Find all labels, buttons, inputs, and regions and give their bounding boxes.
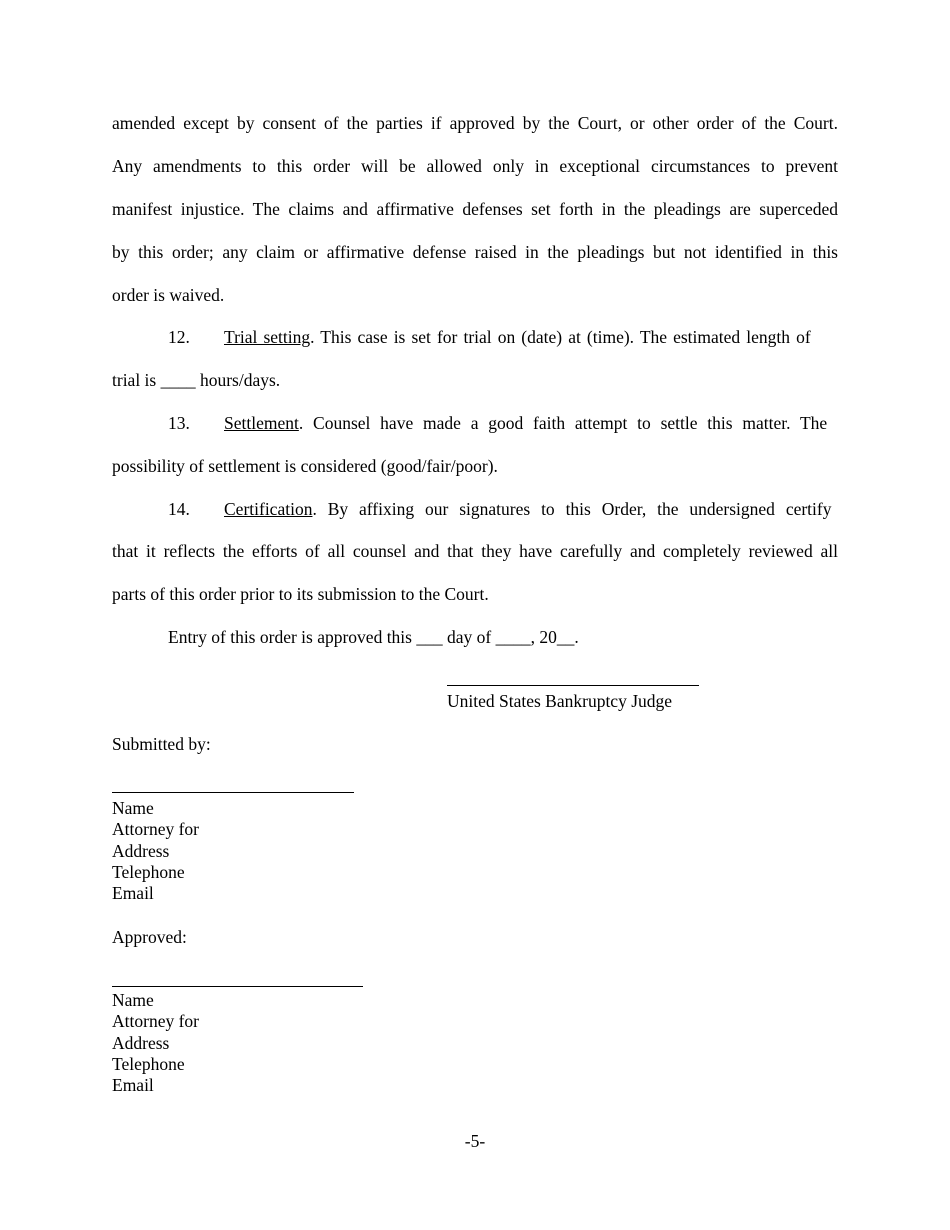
section-text: . By affixing our signatures to this Order, the undersigned certify [312, 499, 832, 519]
section-number: 14. [168, 499, 190, 519]
attorney-for: Attorney for [112, 819, 199, 840]
section-heading: Certification [224, 499, 313, 519]
section-number: 13. [168, 413, 190, 433]
attorney-for: Attorney for [112, 1011, 199, 1032]
paragraph-line: amended except by consent of the parties if approved by the Court, or other order of the Court. [112, 113, 838, 133]
attorney-email: Email [112, 1075, 154, 1096]
judge-signature-label: United States Bankruptcy Judge [447, 691, 673, 711]
submitted-attorney-block [112, 798, 199, 904]
submitted-by-label: Submitted by: [112, 734, 211, 754]
paragraph-line: trial is ____ hours/days. [112, 370, 281, 390]
attorney-address: Address [112, 840, 170, 861]
approved-signature-line [112, 986, 363, 987]
section-first-line-text [224, 326, 838, 348]
attorney-name: Name [112, 798, 154, 818]
paragraph-line: that it reflects the efforts of all counsel and that they have carefully and completely reviewed all [112, 541, 838, 561]
entry-approval-line: Entry of this order is approved this ___ day of ____, 20__. [168, 627, 579, 647]
section-text: . Counsel have made a good faith attempt to settle this matter. The [298, 413, 828, 433]
paragraph-line: order is waived. [112, 285, 225, 305]
page-number: -5- [464, 1131, 486, 1151]
paragraph-line: by this order; any claim or affirmative defense raised in the pleadings but not identified in this [112, 242, 838, 262]
section-first-line [112, 498, 838, 520]
attorney-address: Address [112, 1032, 170, 1053]
paragraph-line: Any amendments to this order will be allowed only in exceptional circumstances to prevent [112, 156, 838, 176]
attorney-telephone: Telephone [112, 861, 185, 882]
section-first-line [112, 326, 838, 348]
paragraph-line: parts of this order prior to its submission to the Court. [112, 584, 489, 604]
section-first-line-text [224, 412, 838, 434]
section-first-line-text [224, 498, 838, 520]
attorney-telephone: Telephone [112, 1053, 185, 1074]
section-heading: Settlement [224, 413, 299, 433]
judge-signature-line [447, 685, 699, 686]
section-first-line [112, 412, 838, 434]
section-heading: Trial setting [224, 327, 311, 347]
paragraph-line: possibility of settlement is considered (good/fair/poor). [112, 456, 498, 476]
section-number: 12. [168, 327, 190, 347]
approved-label: Approved: [112, 927, 187, 947]
submitted-signature-line [112, 792, 354, 793]
attorney-email: Email [112, 883, 154, 904]
attorney-name: Name [112, 990, 154, 1010]
approved-attorney-block [112, 990, 199, 1096]
paragraph-line: manifest injustice. The claims and affirmative defenses set forth in the pleadings are superceded [112, 199, 838, 219]
section-text: . This case is set for trial on (date) at (time). The estimated length of [310, 327, 811, 347]
